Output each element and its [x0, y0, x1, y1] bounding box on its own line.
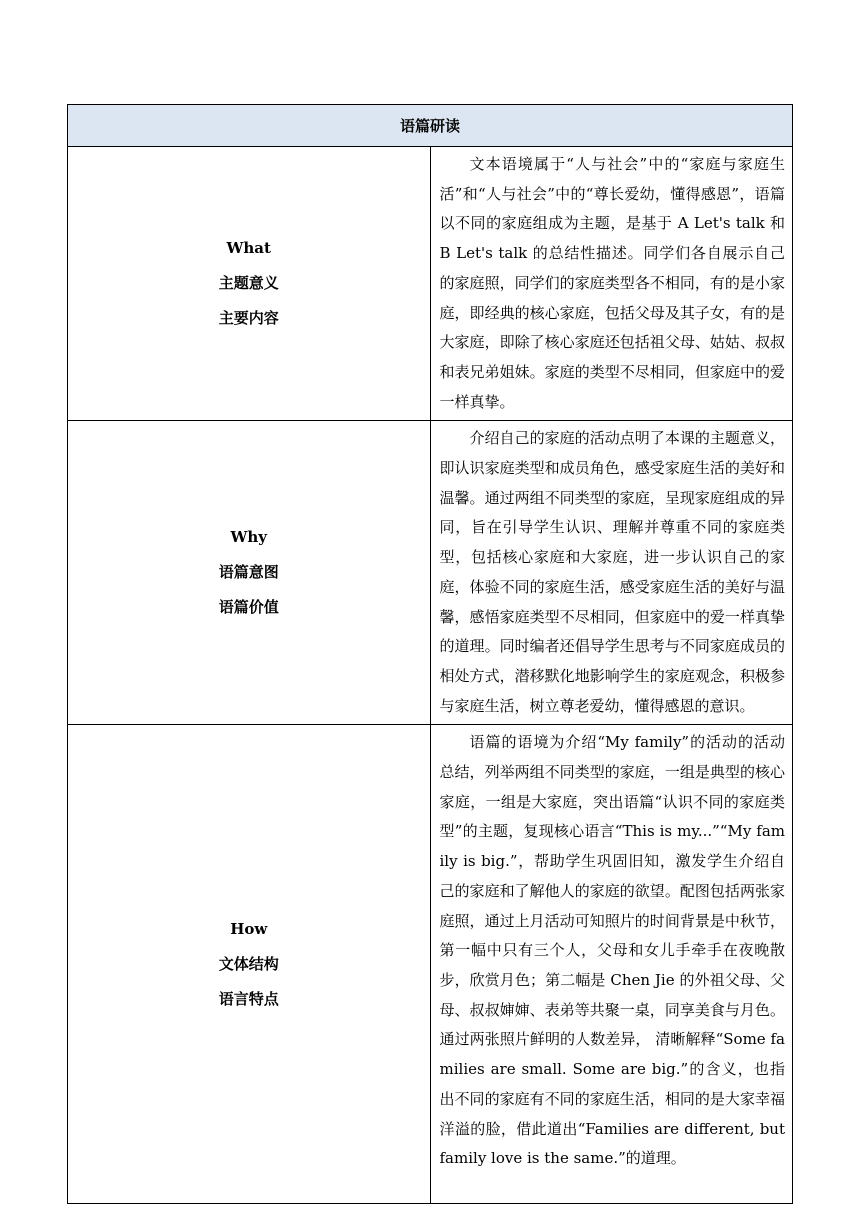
- table-header-row: [68, 105, 793, 147]
- table-row-what: [68, 147, 793, 421]
- row-label-line-2: 语言特点: [218, 989, 279, 1008]
- row-label-en: Why: [230, 528, 267, 547]
- study-table: [67, 104, 793, 1204]
- table-row-why: [68, 421, 793, 725]
- table-row-how: [68, 725, 793, 1204]
- row-label-line-1: 主题意义: [218, 274, 279, 293]
- row-label-why: [68, 421, 431, 725]
- row-label-line-1: 语篇意图: [218, 563, 279, 582]
- row-content-why: 介绍自己的家庭的活动点明了本课的主题意义，即认识家庭类型和成员角色，感受家庭生活的美好和温馨。通过两组不同类型的家庭，呈现家庭组成的异同，旨在引导学生认识、理解并尊重不同的家庭类型，包括核心家庭和大家庭，进一步认识自己的家庭，体验不同的家庭生活，感受家庭生活的美好与温馨，感悟家庭类型不尽相同，但家庭中的爱一样真挚的道理。同时编者还倡导学生思考与不同家庭成员的相处方式，潜移默化地影响学生的家庭观念，积极参与家庭生活，树立尊老爱幼，懂得感恩的意识。: [430, 421, 793, 725]
- row-content-how: 语篇的语境为介绍“My family”的活动的活动总结，列举两组不同类型的家庭，一组是典型的核心家庭，一组是大家庭，突出语篇“认识不同的家庭类型”的主题，复现核心语言“This is my...”“My family is big.”，帮助学生巩固旧知，激发学生介绍自己的家庭和了解他人的家庭的欲望。配图包括两张家庭照，通过上月活动可知照片的时间背景是中秋节，第一幅中只有三个人，父母和女儿手牵手在夜晚散步，欣赏月色；第二幅是 Chen Jie 的外祖父母、父母、叔叔婶婶、表弟等共聚一桌，同享美食与月色。通过两张照片鲜明的人数差异， 清晰解释“Some families are small. Some are big.”的含义，也指出不同的家庭有不同的家庭生活，相同的是大家幸福洋溢的脸，借此道出“Families are different, but family love is the same.”的道理。: [430, 725, 793, 1204]
- table-header: 语篇研读: [68, 105, 793, 147]
- row-label-line-1: 文体结构: [218, 954, 279, 973]
- row-label-what: [68, 147, 431, 421]
- row-label-en: What: [226, 239, 271, 258]
- row-label-line-2: 主要内容: [218, 309, 279, 328]
- row-label-en: How: [230, 919, 268, 938]
- row-label-how: [68, 725, 431, 1204]
- row-label-line-2: 语篇价值: [218, 598, 279, 617]
- row-content-what: 文本语境属于“人与社会”中的“家庭与家庭生活”和“人与社会”中的“尊长爱幼，懂得感恩”，语篇以不同的家庭组成为主题，是基于 A Let's talk 和 B Let's talk 的总结性描述。同学们各自展示自己的家庭照，同学们的家庭类型各不相同，有的是小家庭，即经典的核心家庭，包括父母及其子女，有的是大家庭，即除了核心家庭还包括祖父母、姑姑、叔叔和表兄弟姐妹。家庭的类型不尽相同，但家庭中的爱一样真挚。: [430, 147, 793, 421]
